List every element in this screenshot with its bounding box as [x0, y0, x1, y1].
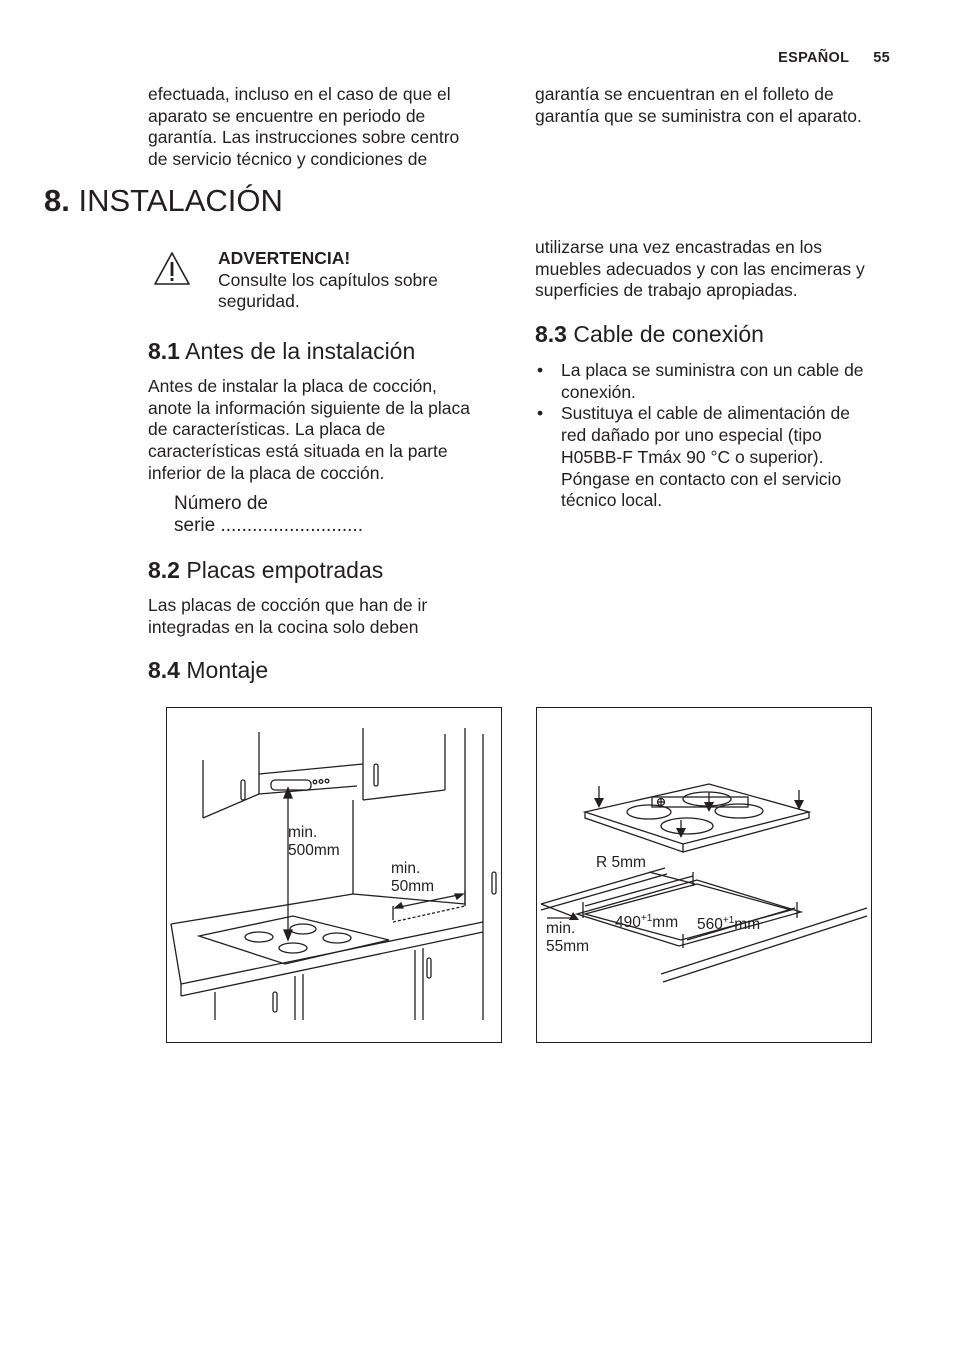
dimension-value: 490: [615, 914, 641, 932]
subsection-number: 8.2: [148, 557, 180, 583]
text-line: 50mm: [391, 878, 435, 895]
cutout-drawing: [537, 708, 871, 1042]
section-title: INSTALACIÓN: [78, 183, 283, 218]
section-heading: [44, 182, 283, 220]
text-line: efectuada, incluso en el caso de que el: [148, 84, 451, 104]
subsection-title: Antes de la instalación: [185, 338, 416, 364]
dimension-tolerance: +1: [722, 915, 735, 926]
subsection-8-1-heading: [148, 337, 415, 365]
subsection-8-3-list: [535, 360, 905, 512]
text-line: min.: [288, 824, 318, 841]
warning-icon: [152, 250, 192, 288]
text-line: 55mm: [546, 938, 590, 955]
figure-cutout-dimensions: [536, 707, 872, 1043]
text-line: 500mm: [288, 842, 340, 859]
text-line: conexión.: [561, 381, 636, 402]
label-min-55mm: [546, 920, 589, 956]
text-line: técnico local.: [561, 490, 663, 511]
text-line: min.: [546, 920, 576, 937]
subsection-8-1-text: [148, 376, 513, 485]
text-line: utilizarse una vez encastradas en los: [535, 237, 822, 257]
text-line: Las placas de cocción que han de ir: [148, 595, 428, 615]
text-line: características está situada en la parte: [148, 441, 448, 462]
text-line: Póngase en contacto con el servicio: [561, 468, 842, 489]
text-line: anote la información siguiente de la placa: [148, 397, 471, 418]
label-490mm: [615, 910, 678, 932]
bullet-icon: •: [537, 403, 544, 424]
dimension-value: 560: [697, 916, 723, 934]
subsection-number: 8.1: [148, 338, 180, 364]
warning-title: ADVERTENCIA!: [218, 248, 351, 268]
text-line: min.: [391, 860, 421, 877]
list-item: [535, 360, 905, 403]
subsection-number: 8.4: [148, 657, 180, 683]
text-line: de características. La placa de: [148, 419, 386, 440]
text-line: Consulte los capítulos sobre: [218, 269, 438, 290]
warning-block: [218, 248, 508, 313]
text-line: La placa se suministra con un cable de: [561, 360, 864, 380]
text-line: aparato se encuentre en periodo de: [148, 105, 426, 126]
subsection-8-2-text: [148, 595, 513, 638]
intro-right-text: [535, 84, 905, 127]
text-line: Sustituya el cable de alimentación de: [561, 403, 850, 424]
text-line: garantía que se suministra con el aparato.: [535, 105, 862, 126]
serial-label: Número de: [174, 493, 268, 514]
list-item: [535, 403, 905, 512]
text-line: muebles adecuados y con las encimeras y: [535, 258, 865, 279]
page-number: 55: [873, 50, 890, 66]
dimension-tolerance: +1: [640, 913, 653, 924]
subsection-8-2-continued: [535, 237, 905, 302]
text-line: garantía se encuentran en el folleto de: [535, 84, 834, 104]
dimension-unit: mm: [734, 916, 761, 934]
serial-dotted-line: serie ...........................: [174, 515, 363, 536]
label-min-50mm: [391, 860, 434, 896]
subsection-8-2-heading: [148, 556, 383, 584]
text-line: H05BB-F Tmáx 90 °C o superior).: [561, 446, 824, 467]
text-line: de servicio técnico y condiciones de: [148, 149, 428, 170]
label-560mm: [697, 912, 760, 934]
kitchen-drawing: [167, 708, 501, 1042]
text-line: superficies de trabajo apropiadas.: [535, 280, 798, 301]
subsection-8-4-heading: [148, 656, 268, 684]
running-header: [778, 50, 890, 66]
intro-left-text: [148, 84, 508, 171]
text-line: seguridad.: [218, 291, 300, 312]
subsection-title: Cable de conexión: [573, 321, 764, 347]
text-line: red dañado por uno especial (tipo: [561, 425, 822, 446]
serial-number-field: [174, 493, 494, 537]
text-line: Antes de instalar la placa de cocción,: [148, 376, 437, 396]
label-min-500mm: [288, 824, 340, 860]
header-language: ESPAÑOL: [778, 50, 850, 66]
subsection-8-3-heading: [535, 320, 764, 348]
text-line: garantía. Las instrucciones sobre centro: [148, 127, 460, 148]
subsection-title: Montaje: [186, 657, 269, 683]
text-line: integradas en la cocina solo deben: [148, 616, 419, 637]
label-r-5mm: R 5mm: [596, 854, 646, 871]
text-line: inferior de la placa de cocción.: [148, 462, 385, 483]
bullet-icon: •: [537, 360, 544, 380]
subsection-number: 8.3: [535, 321, 567, 347]
section-number: 8.: [44, 183, 70, 218]
subsection-title: Placas empotradas: [186, 557, 384, 583]
dimension-unit: mm: [652, 914, 679, 932]
figure-kitchen-clearance: [166, 707, 502, 1043]
